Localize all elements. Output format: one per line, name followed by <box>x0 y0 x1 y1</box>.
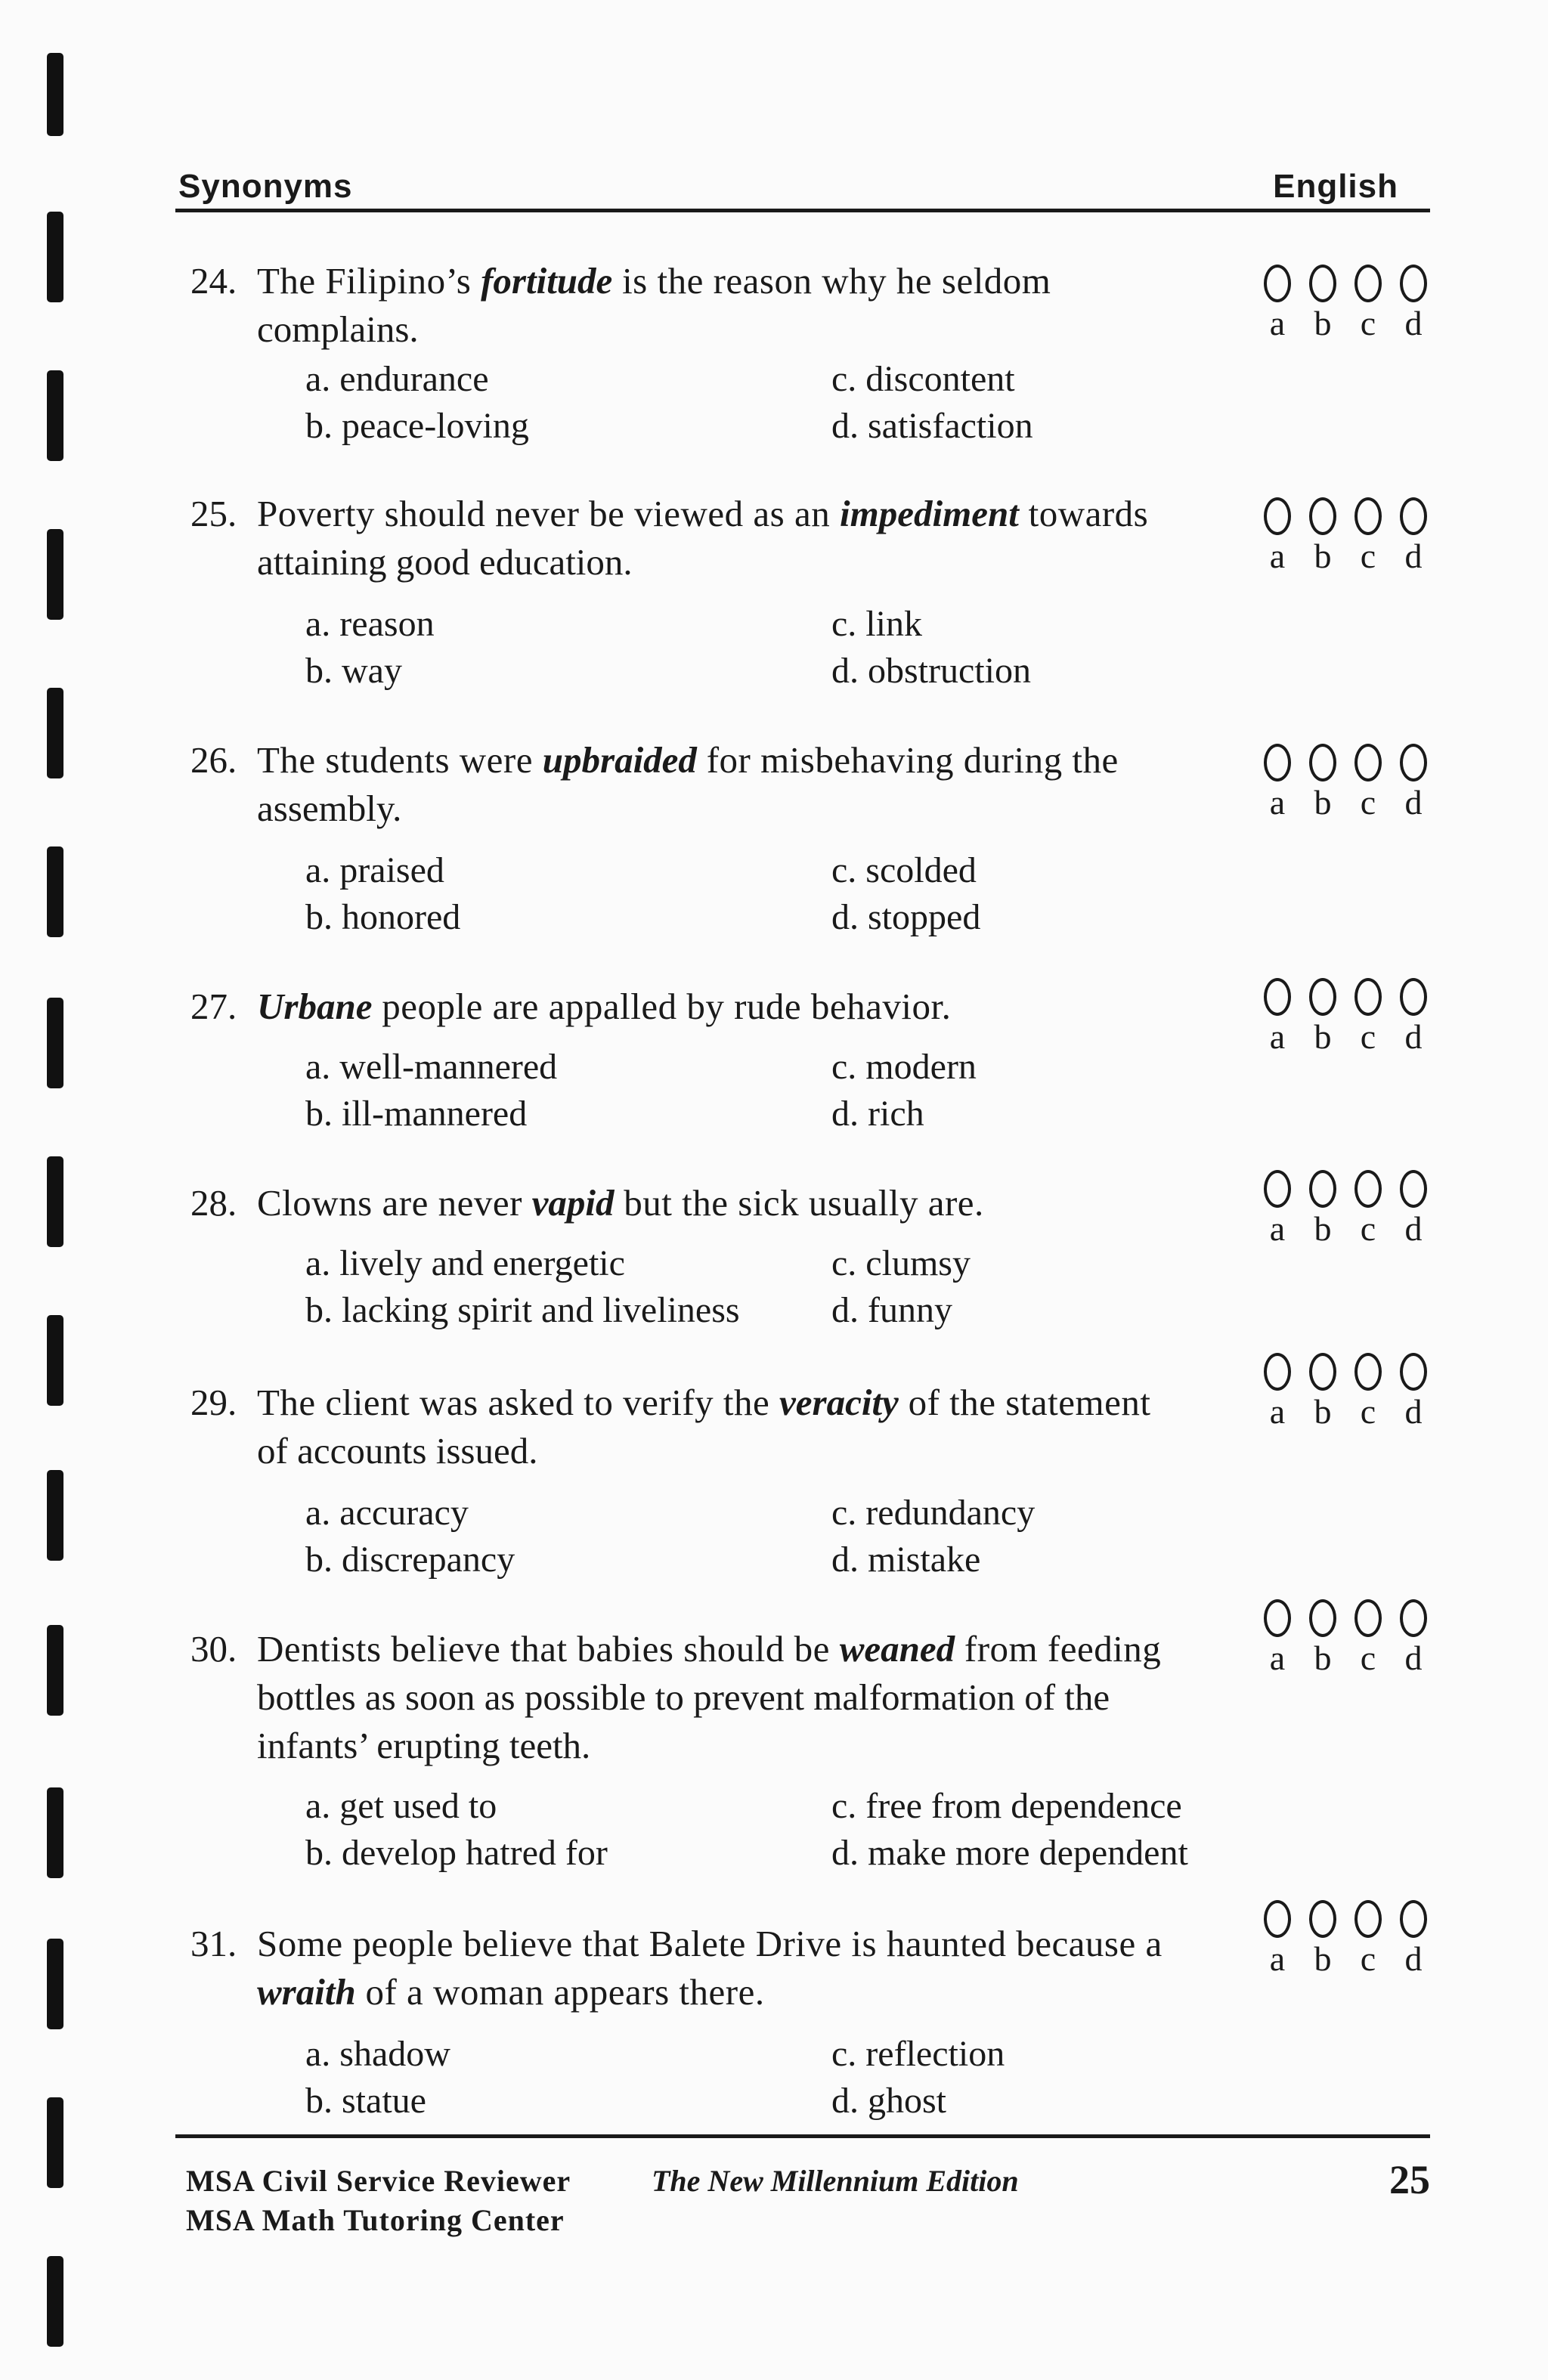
question-stem: 25. Poverty should never be viewed as an impediment towards attaining good education. <box>190 490 1196 586</box>
answer-bubble-d[interactable] <box>1400 1599 1427 1637</box>
answer-bubble-d[interactable] <box>1400 1900 1427 1938</box>
choice-b[interactable]: b. ill-mannered <box>305 1094 528 1134</box>
keyword: veracity <box>779 1382 899 1423</box>
answer-letter: a <box>1269 304 1286 342</box>
answer-bubble-b[interactable] <box>1309 1900 1336 1938</box>
answer-bubble-c[interactable] <box>1354 978 1382 1016</box>
answer-letter: a <box>1269 1392 1286 1431</box>
choice-c[interactable]: c. scolded <box>831 850 977 890</box>
choice-c[interactable]: c. modern <box>831 1047 977 1087</box>
binding-mark <box>47 1625 63 1716</box>
choice-a[interactable]: a. shadow <box>305 2034 450 2074</box>
binding-mark <box>47 370 63 461</box>
answer-letter: b <box>1314 1392 1332 1431</box>
binding-mark <box>47 53 63 136</box>
answer-bubble-c[interactable] <box>1354 744 1382 781</box>
answer-letter: a <box>1269 537 1286 575</box>
choice-d[interactable]: d. mistake <box>831 1540 981 1580</box>
question-stem: 24. The Filipino’s fortitude is the reason why he seldom complains. <box>190 257 1196 354</box>
answer-bubble-d[interactable] <box>1400 265 1427 302</box>
question-number: 26. <box>190 739 237 781</box>
answer-bubble-a[interactable] <box>1264 978 1291 1016</box>
answer-bubble-c[interactable] <box>1354 1170 1382 1208</box>
answer-bubble-b[interactable] <box>1309 497 1336 535</box>
answer-bubble-b[interactable] <box>1309 978 1336 1016</box>
choice-d[interactable]: d. funny <box>831 1290 952 1330</box>
question-number: 30. <box>190 1628 237 1670</box>
answer-bubble-d[interactable] <box>1400 1170 1427 1208</box>
footer-title: MSA Civil Service Reviewer <box>186 2164 571 2198</box>
keyword: impediment <box>840 493 1019 534</box>
keyword: upbraided <box>542 739 697 781</box>
subject-title: English <box>1273 168 1398 205</box>
question-stem: 29. The client was asked to verify the veracity of the statement of accounts issued. <box>190 1379 1196 1475</box>
answer-bubble-c[interactable] <box>1354 1353 1382 1391</box>
answer-letter: c <box>1360 1209 1376 1248</box>
answer-bubble-a[interactable] <box>1264 1170 1291 1208</box>
choice-a[interactable]: a. praised <box>305 850 444 890</box>
question-number: 31. <box>190 1923 237 1964</box>
choice-a[interactable]: a. well-mannered <box>305 1047 558 1087</box>
page-number: 25 <box>1389 2157 1430 2202</box>
choice-c[interactable]: c. discontent <box>831 359 1015 399</box>
binding-mark <box>47 2256 63 2347</box>
keyword: fortitude <box>481 260 613 302</box>
choice-d[interactable]: d. stopped <box>831 897 981 937</box>
binding-mark <box>47 1939 63 2029</box>
answer-letter: c <box>1360 537 1376 575</box>
question-stem: 28. Clowns are never vapid but the sick usually are. <box>190 1179 1196 1227</box>
answer-bubble-a[interactable] <box>1264 265 1291 302</box>
answer-bubble-d[interactable] <box>1400 744 1427 781</box>
choice-d[interactable]: d. make more dependent <box>831 1833 1188 1873</box>
answer-letter: a <box>1269 1939 1286 1978</box>
answer-bubble-a[interactable] <box>1264 744 1291 781</box>
keyword: vapid <box>531 1182 615 1224</box>
answer-letter: b <box>1314 537 1332 575</box>
choice-d[interactable]: d. rich <box>831 1094 924 1134</box>
choice-b[interactable]: b. discrepancy <box>305 1540 515 1580</box>
binding-mark <box>47 998 63 1088</box>
choice-a[interactable]: a. accuracy <box>305 1493 469 1533</box>
answer-bubble-b[interactable] <box>1309 265 1336 302</box>
binding-mark <box>47 1315 63 1406</box>
answer-letter: b <box>1314 1939 1332 1978</box>
footer-rule <box>175 2134 1430 2138</box>
choice-a[interactable]: a. reason <box>305 604 435 644</box>
answer-letter: b <box>1314 304 1332 342</box>
footer-edition: The New Millennium Edition <box>652 2164 1019 2198</box>
answer-bubble-a[interactable] <box>1264 1599 1291 1637</box>
choice-b[interactable]: b. statue <box>305 2081 426 2121</box>
answer-letter: d <box>1404 1392 1423 1431</box>
keyword: Urbane <box>257 986 373 1027</box>
answer-letter: a <box>1269 1017 1286 1056</box>
choice-a[interactable]: a. lively and energetic <box>305 1243 625 1283</box>
answer-letter: d <box>1404 537 1423 575</box>
answer-letter: d <box>1404 1209 1423 1248</box>
choice-d[interactable]: d. satisfaction <box>831 406 1033 446</box>
answer-bubble-b[interactable] <box>1309 744 1336 781</box>
answer-letter: c <box>1360 1639 1376 1677</box>
binding-mark <box>47 846 63 937</box>
answer-letter: b <box>1314 1017 1332 1056</box>
answer-bubble-a[interactable] <box>1264 1353 1291 1391</box>
answer-letter: a <box>1269 1209 1286 1248</box>
choice-b[interactable]: b. honored <box>305 897 461 937</box>
choice-c[interactable]: c. redundancy <box>831 1493 1036 1533</box>
answer-letter: c <box>1360 1392 1376 1431</box>
answer-bubble-b[interactable] <box>1309 1353 1336 1391</box>
answer-letter: b <box>1314 783 1332 822</box>
footer-credits <box>186 2162 571 2240</box>
keyword: wraith <box>257 1971 356 2013</box>
question-stem: 27. Urbane people are appalled by rude behavior. <box>190 983 1196 1031</box>
question-number: 29. <box>190 1382 237 1423</box>
answer-bubble-b[interactable] <box>1309 1599 1336 1637</box>
answer-bubble-c[interactable] <box>1354 1599 1382 1637</box>
choice-d[interactable]: d. obstruction <box>831 651 1031 691</box>
choice-b[interactable]: b. way <box>305 651 402 691</box>
choice-c[interactable]: c. reflection <box>831 2034 1005 2074</box>
binding-mark <box>47 1156 63 1247</box>
choice-c[interactable]: c. link <box>831 604 922 644</box>
answer-bubble-c[interactable] <box>1354 1900 1382 1938</box>
choice-b[interactable]: b. lacking spirit and liveliness <box>305 1290 740 1330</box>
answer-letter: b <box>1314 1639 1332 1677</box>
choice-d[interactable]: d. ghost <box>831 2081 947 2121</box>
keyword: weaned <box>839 1628 955 1670</box>
answer-letter: d <box>1404 1939 1423 1978</box>
binding-mark <box>47 529 63 620</box>
answer-letter: c <box>1360 304 1376 342</box>
answer-letter: c <box>1360 1939 1376 1978</box>
page-header <box>175 159 1430 212</box>
binding-mark <box>47 688 63 778</box>
answer-bubble-c[interactable] <box>1354 265 1382 302</box>
answer-letter: d <box>1404 783 1423 822</box>
answer-letter: c <box>1360 783 1376 822</box>
answer-bubble-d[interactable] <box>1400 1353 1427 1391</box>
answer-letter: d <box>1404 1639 1423 1677</box>
answer-bubble-b[interactable] <box>1309 1170 1336 1208</box>
question-stem: 30. Dentists believe that babies should be weaned from feeding bottles as soon as possible to prevent malformation of the infants’ erupting teeth. <box>190 1625 1196 1770</box>
question-number: 25. <box>190 493 237 534</box>
question-number: 24. <box>190 260 237 302</box>
answer-letter: a <box>1269 783 1286 822</box>
section-title: Synonyms <box>178 168 353 205</box>
choice-a[interactable]: a. endurance <box>305 359 489 399</box>
answer-bubble-d[interactable] <box>1400 978 1427 1016</box>
answer-letter: c <box>1360 1017 1376 1056</box>
question-number: 28. <box>190 1182 237 1224</box>
answer-letter: a <box>1269 1639 1286 1677</box>
binding-mark <box>47 212 63 302</box>
question-stem: 31. Some people believe that Balete Drive is haunted because a wraith of a woman appears there. <box>190 1920 1196 2016</box>
answer-bubble-c[interactable] <box>1354 497 1382 535</box>
choice-b[interactable]: b. develop hatred for <box>305 1833 608 1873</box>
choice-c[interactable]: c. free from dependence <box>831 1786 1182 1826</box>
answer-letter: b <box>1314 1209 1332 1248</box>
binding-mark <box>47 1787 63 1878</box>
question-number: 27. <box>190 986 237 1027</box>
question-stem: 26. The students were upbraided for misbehaving during the assembly. <box>190 736 1196 833</box>
choice-b[interactable]: b. peace-loving <box>305 406 529 446</box>
binding-mark <box>47 1470 63 1561</box>
footer-publisher: MSA Math Tutoring Center <box>186 2203 565 2237</box>
answer-bubble-a[interactable] <box>1264 497 1291 535</box>
choice-a[interactable]: a. get used to <box>305 1786 497 1826</box>
binding-mark <box>47 2097 63 2188</box>
answer-bubble-d[interactable] <box>1400 497 1427 535</box>
answer-bubble-a[interactable] <box>1264 1900 1291 1938</box>
answer-letter: d <box>1404 1017 1423 1056</box>
answer-letter: d <box>1404 304 1423 342</box>
choice-c[interactable]: c. clumsy <box>831 1243 971 1283</box>
